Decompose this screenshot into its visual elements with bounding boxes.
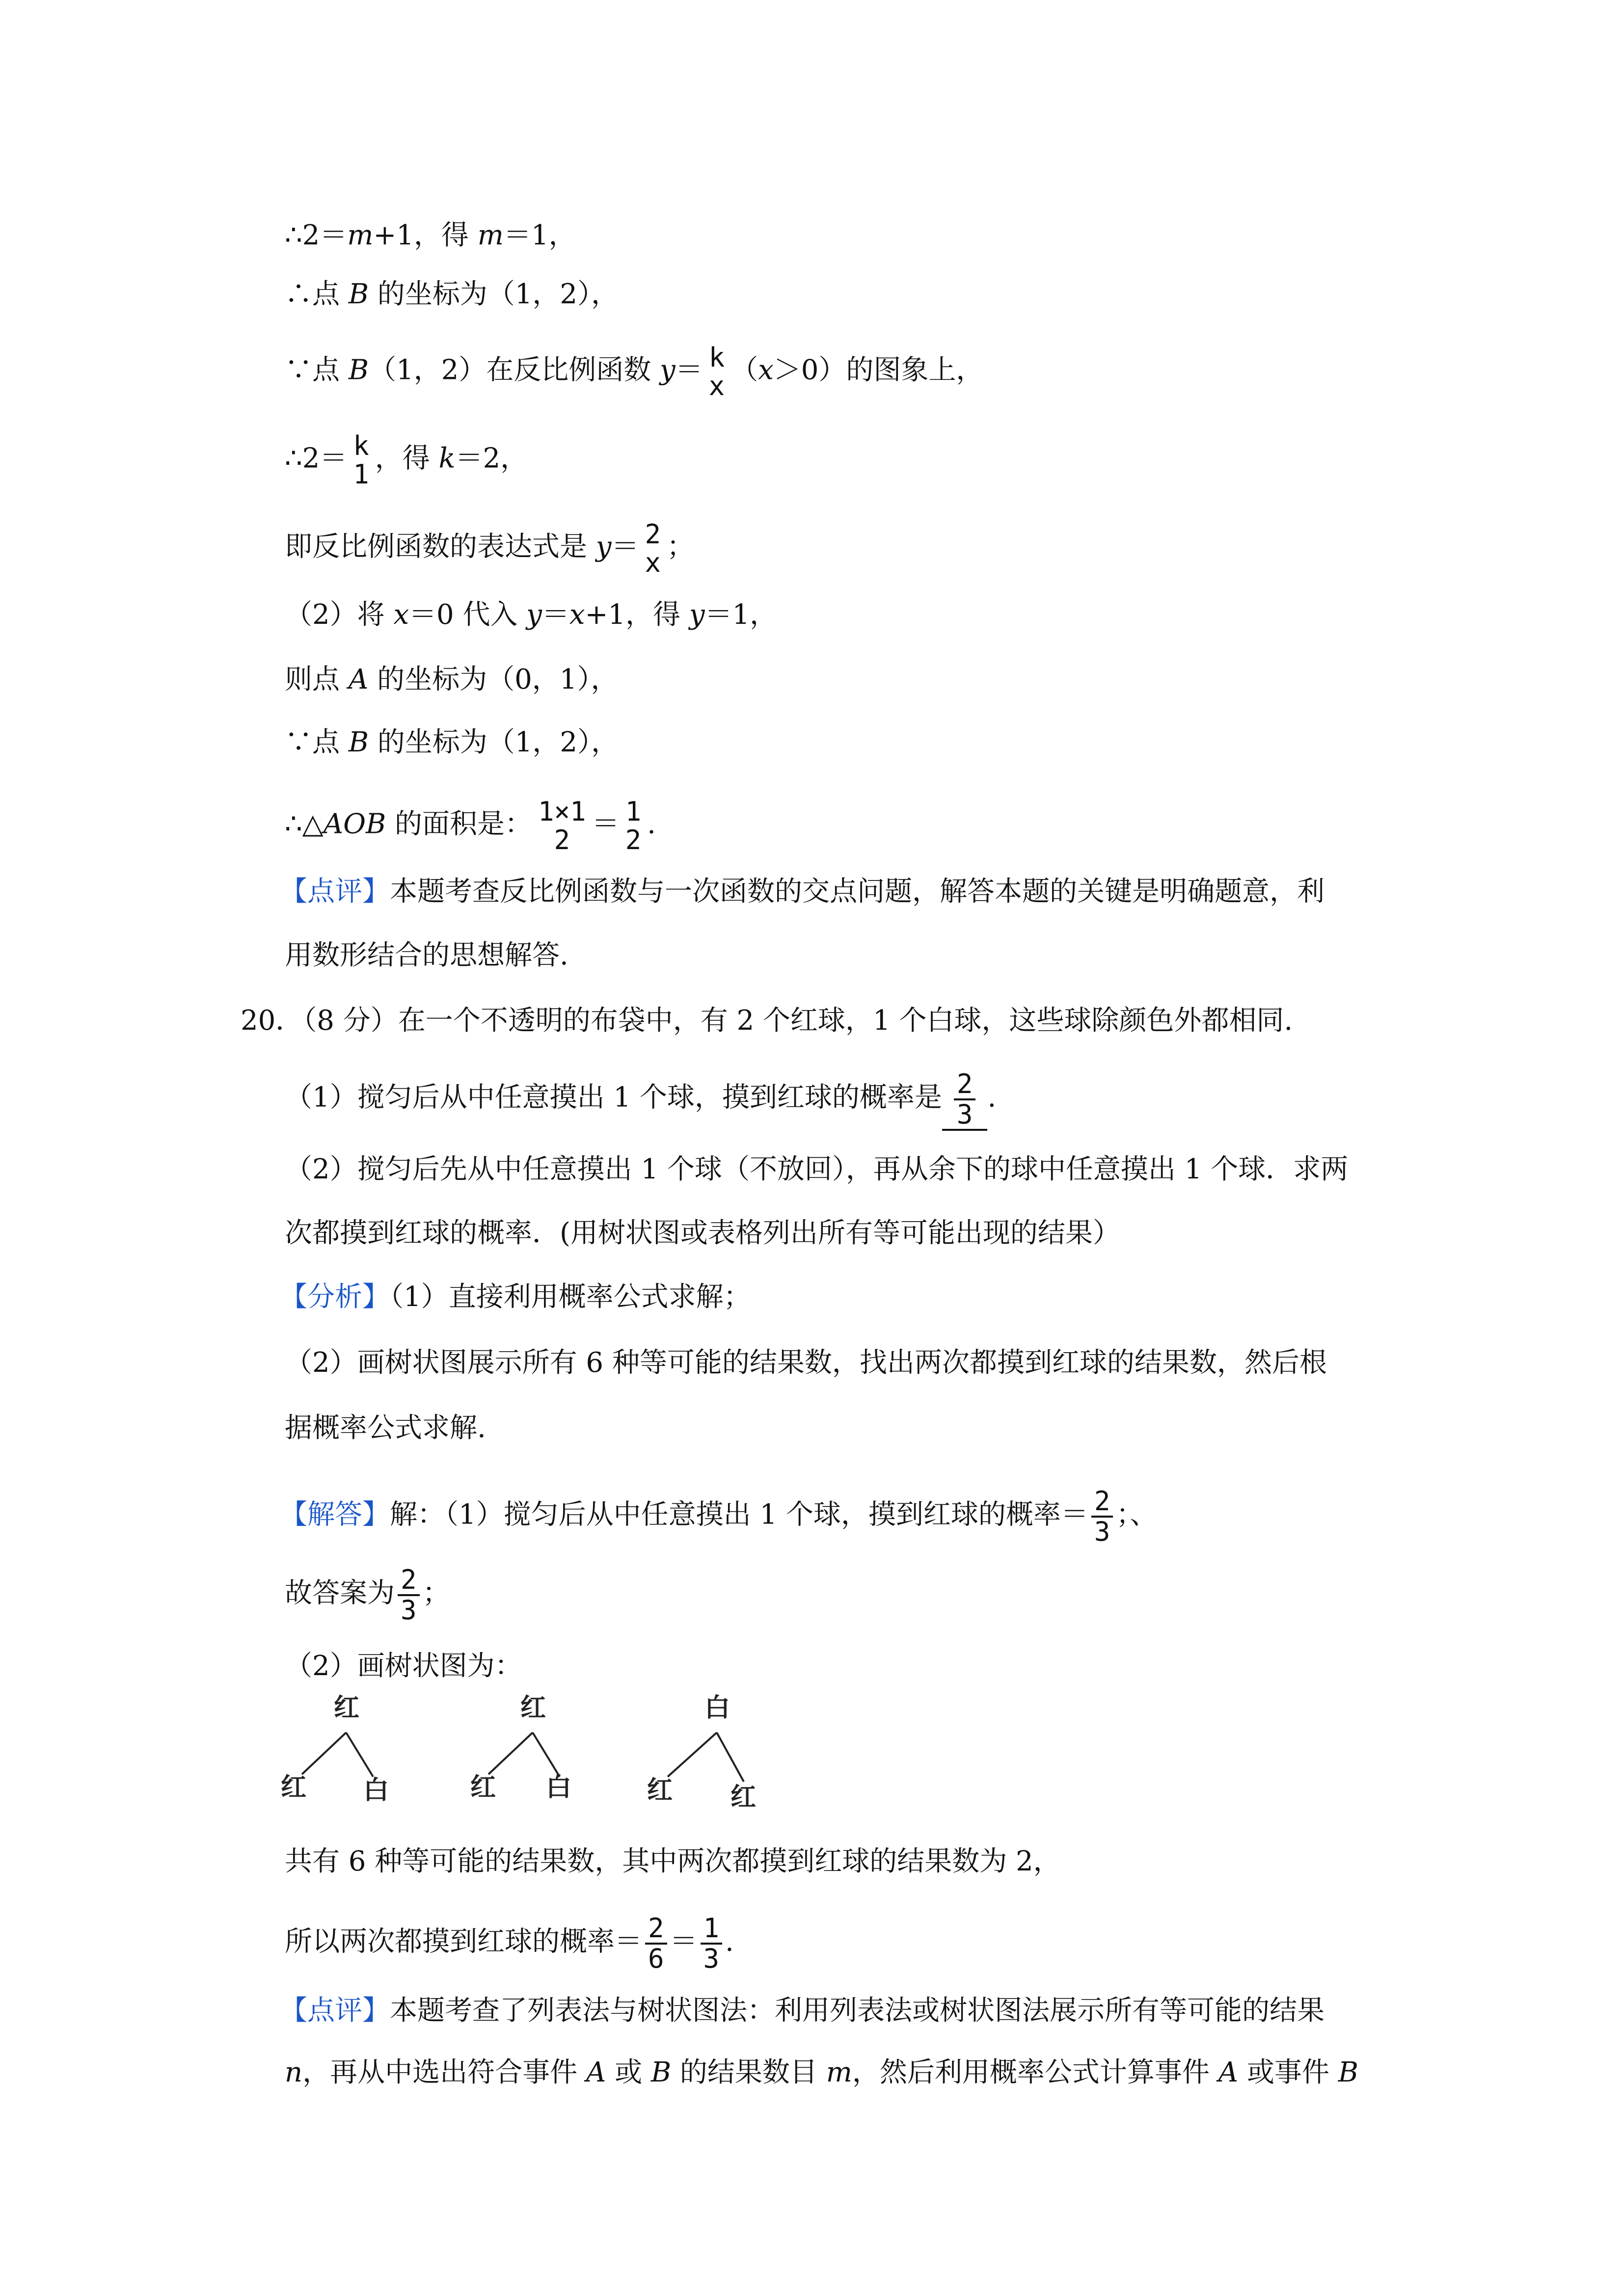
comment-line: 【点评】本题考查反比例函数与一次函数的交点问题，解答本题的关键是明确题意，利 [280, 876, 1325, 908]
solution-line: 故答案为 $\frac{2}{3}$ ； [285, 1564, 450, 1626]
fraction-2-over-3: $\frac{2}{3}$ [398, 1566, 420, 1625]
fraction-area: 1×1 2 [538, 796, 586, 855]
tree-leaf: 白 [363, 1776, 389, 1805]
fraction-1-over-3: $\frac{1}{3}$ [701, 1914, 723, 1973]
question-20-part2: 次都摸到红球的概率．(用树状图或表格列出所有等可能出现的结果） [285, 1217, 1120, 1249]
fraction-2-over-3: $\frac{2}{3}$ [1091, 1487, 1113, 1546]
solution-line: ∴点 B 的坐标为（1，2）， [285, 278, 619, 310]
tree-root: 红 [334, 1693, 360, 1723]
fraction-2-over-x: 2 x [645, 519, 661, 578]
fraction-answer: $\frac{2}{3}$ [954, 1070, 976, 1129]
solution-line: 【解答】解：（1）搅匀后从中任意摸出 1 个球，摸到红球的概率＝ $\frac{2}{3}$ ；、 [280, 1486, 1158, 1547]
fraction-k-over-x: k x [708, 342, 725, 401]
comment-line: 【点评】本题考查了列表法与树状图法：利用列表法或树状图法展示所有等可能的结果 [280, 1995, 1325, 2027]
tree-root: 白 [704, 1693, 731, 1723]
tree-root: 红 [520, 1693, 546, 1723]
comment-tag: 【点评】 [280, 876, 390, 908]
solution-line: ∵点 B（1，2）在反比例函数 y＝ k x （x＞0）的图象上， [285, 342, 984, 401]
comment-line: 用数形结合的思想解答. [285, 939, 568, 971]
analysis-line: 【分析】（1）直接利用概率公式求解； [280, 1281, 751, 1313]
question-20-part1: （1）搅匀后从中任意摸出 1 个球，摸到红球的概率是 $\frac{2}{3}$ . [285, 1068, 997, 1130]
tree-leaf: 红 [281, 1773, 307, 1802]
comment-tag: 【点评】 [280, 1995, 390, 2027]
solution-line: ∴△AOB 的面积是： 1×1 2 ＝ 1 2 . [285, 796, 656, 855]
fraction-2-over-6: $\frac{2}{6}$ [645, 1914, 667, 1973]
tree-leaf: 红 [470, 1773, 496, 1802]
analysis-line: （2）画树状图展示所有 6 种等可能的结果数，找出两次都摸到红球的结果数，然后根 [285, 1347, 1327, 1379]
solution-line: ∴2＝m+1，得 m＝1， [285, 219, 576, 251]
analysis-tag: 【分析】 [280, 1281, 390, 1313]
solution-line: 则点 A 的坐标为（0，1）， [285, 664, 619, 695]
analysis-line: 据概率公式求解. [285, 1412, 486, 1444]
fraction-k-over-1: k 1 [353, 430, 369, 490]
solution-line: 共有 6 种等可能的结果数，其中两次都摸到红球的结果数为 2， [285, 1845, 1061, 1877]
comment-line: n，再从中选出符合事件 A 或 B 的结果数目 m，然后利用概率公式计算事件 A 或事件 B [285, 2056, 1358, 2088]
solution-line: （2）将 x＝0 代入 y＝x+1，得 y＝1， [285, 599, 778, 631]
tree-leaf: 红 [731, 1783, 757, 1812]
fraction-half: 1 2 [625, 796, 642, 855]
solution-tag: 【解答】 [280, 1498, 390, 1531]
solution-line: ∵点 B 的坐标为（1，2）， [285, 726, 619, 758]
solution-line: ∴2＝ k 1 ，得 k＝2， [285, 430, 528, 490]
tree-leaf: 白 [546, 1773, 572, 1802]
solution-line: （2）画树状图为： [285, 1650, 522, 1682]
solution-line: 即反比例函数的表达式是 y＝ 2 x ； [285, 519, 694, 578]
tree-leaf: 红 [647, 1776, 673, 1805]
question-20-part2: （2）搅匀后先从中任意摸出 1 个球（不放回），再从余下的球中任意摸出 1 个球．求两 [285, 1153, 1349, 1185]
solution-line: 所以两次都摸到红球的概率＝ $\frac{2}{6}$ ＝ $\frac{1}{3}$ . [285, 1913, 734, 1974]
question-20: 20．（8 分）在一个不透明的布袋中，有 2 个红球，1 个白球，这些球除颜色外都相同. [241, 1005, 1293, 1037]
